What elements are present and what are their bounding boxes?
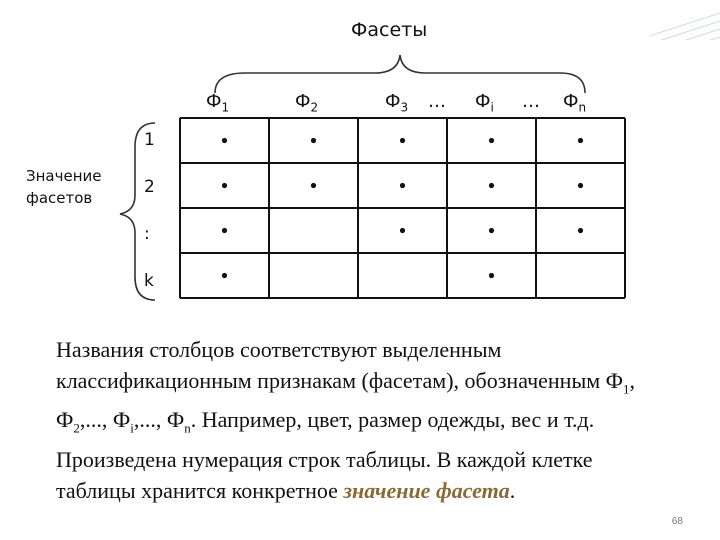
facets-title: Фасеты bbox=[351, 19, 428, 41]
cell-dot bbox=[489, 228, 494, 233]
cell-dot bbox=[400, 228, 405, 233]
cell-dot bbox=[578, 183, 583, 188]
values-label bbox=[26, 165, 126, 209]
cell-dot bbox=[578, 138, 583, 143]
row-label-k: k bbox=[144, 271, 154, 291]
values-label-line2: фасетов bbox=[26, 189, 93, 207]
column-ellipsis-2: … bbox=[522, 91, 540, 112]
column-header-1: $Ф_1$ bbox=[206, 91, 230, 115]
values-label-line1: Значение bbox=[26, 167, 102, 185]
cell-dot bbox=[222, 138, 227, 143]
cell-dot bbox=[400, 183, 405, 188]
page-number: 68 bbox=[671, 516, 683, 527]
facet-table bbox=[180, 118, 625, 298]
cell-dot bbox=[222, 183, 227, 188]
column-header-n: $Ф_n$ bbox=[563, 91, 587, 115]
facet-diagram bbox=[20, 15, 660, 315]
cell-dot bbox=[400, 138, 405, 143]
cell-dot bbox=[489, 273, 494, 278]
cell-dot bbox=[311, 138, 316, 143]
column-header-3: $Ф_3$ bbox=[385, 91, 409, 115]
cell-dot bbox=[578, 228, 583, 233]
cell-dot bbox=[222, 273, 227, 278]
cell-dot bbox=[222, 228, 227, 233]
column-header-i: $Ф_i$ bbox=[475, 91, 494, 115]
facets-brace bbox=[215, 55, 585, 93]
caption-text: Названия столбцов соответствуют выделенным классификационным признакам (фасетам), обозначенным $Ф_1$, $Ф_2$,..., $Ф_i$,..., $Ф_n$. Например, цвет, размер одежды, вес и т.д. Произведена нумерация строк таблицы. В каждой клетке таблицы хранится конкретное значение фасета. bbox=[56, 337, 636, 503]
corner-decoration bbox=[650, 0, 720, 40]
row-label-2: 2 bbox=[144, 177, 155, 197]
highlighted-term: значение фасета bbox=[343, 477, 510, 503]
column-ellipsis-1: … bbox=[428, 91, 446, 112]
cell-dot bbox=[489, 138, 494, 143]
cell-dot bbox=[489, 183, 494, 188]
cell-dot bbox=[311, 183, 316, 188]
row-label-1: 1 bbox=[144, 130, 155, 150]
column-header-2: $Ф_2$ bbox=[295, 91, 319, 115]
row-label-ellipsis: : bbox=[144, 224, 150, 244]
